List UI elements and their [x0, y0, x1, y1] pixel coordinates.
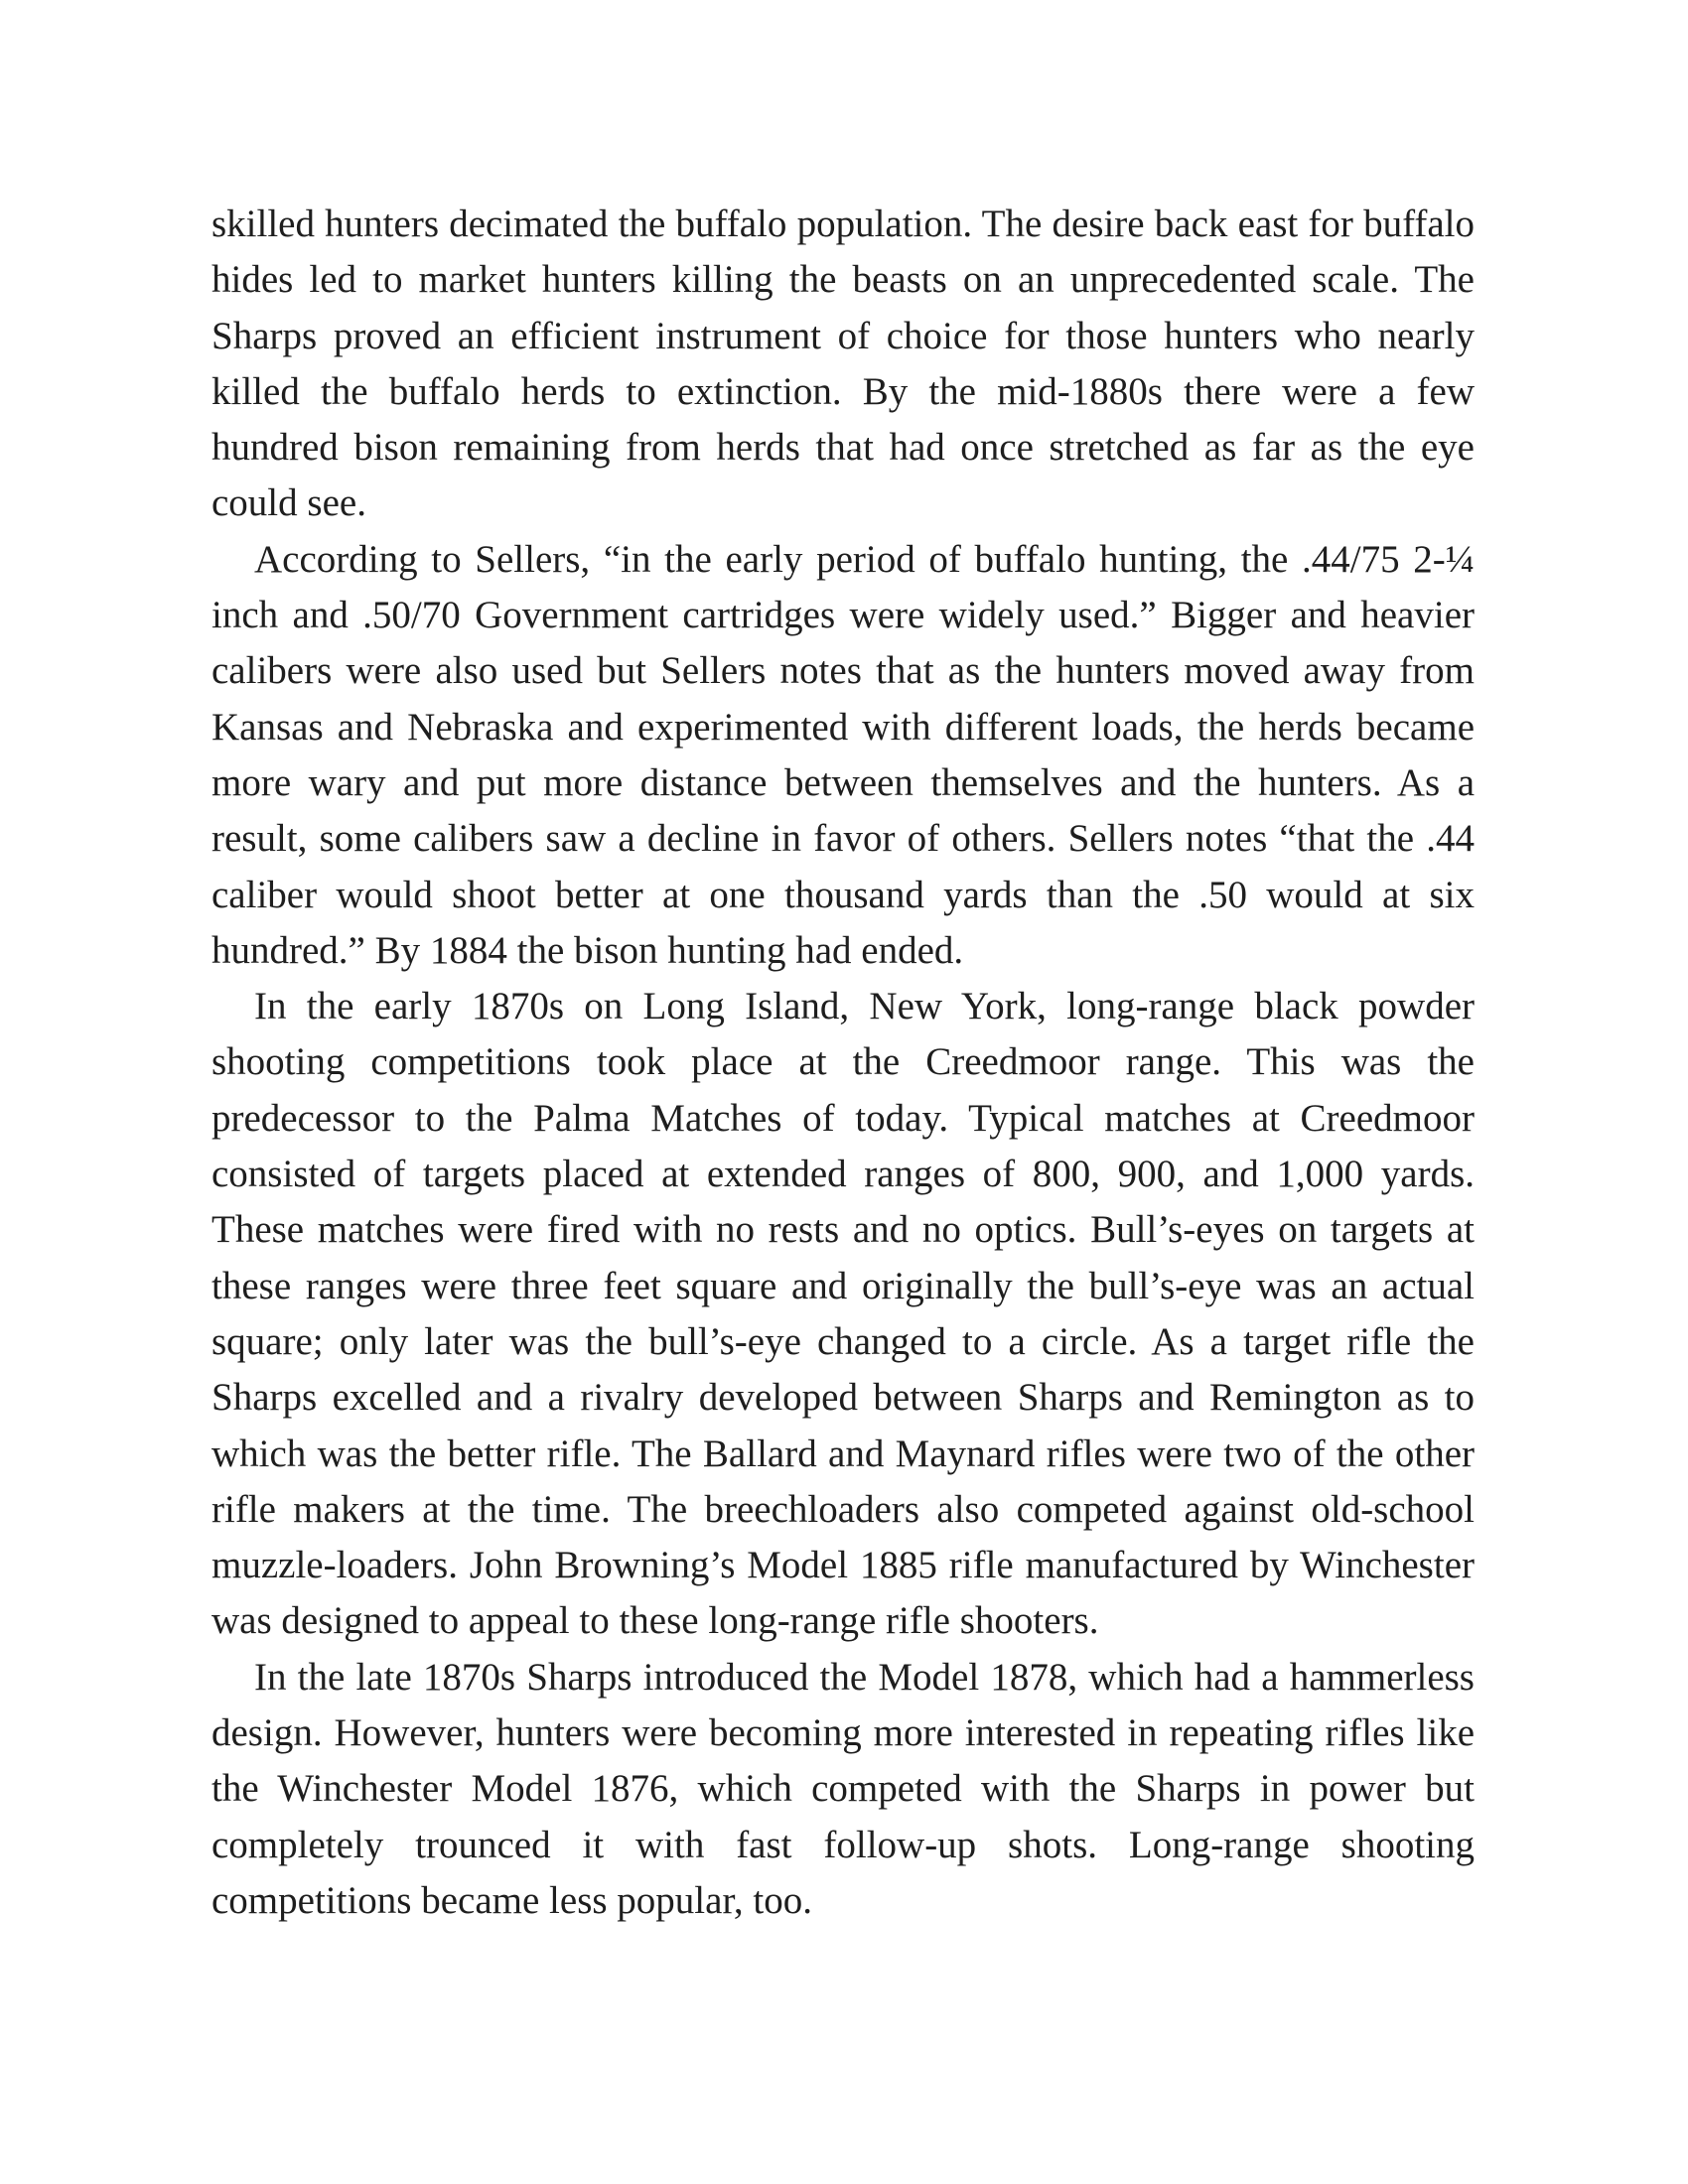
paragraph-creedmoor-competitions: In the early 1870s on Long Island, New York, long-range black powder shooting competitions took place at the Creedmoor range. This was the predecessor to the Palma Matches of today. Typical matches at Creedmoor consisted of targets placed at extended ranges of 800, 900, and 1,000 yards. These matches were fired with no rests and no optics. Bull’s-eyes on targets at these ranges were three feet square and originally the bull’s-eye was an actual square; only later was the bull’s-eye changed to a circle. As a target rifle the Sharps excelled and a rivalry developed between Sharps and Remington as to which was the better rifle. The Ballard and Maynard rifles were two of the other rifle makers at the time. The breechloaders also competed against old-school muzzle-loaders. John Browning’s Model 1885 rifle manufactured by Winchester was designed to appeal to these long-range rifle shooters. [211, 985, 1475, 1643]
paragraph-buffalo-population: skilled hunters decimated the buffalo population. The desire back east for buffalo hides led to market hunters killing the beasts on an unprecedented scale. The Sharps proved an efficient instrument of choice for those hunters who nearly killed the buffalo herds to extinction. By the mid-1880s there were a few hundred bison remaining from herds that had once stretched as far as the eye could see. [211, 203, 1475, 525]
paragraph-sellers-cartridges: According to Sellers, “in the early period of buffalo hunting, the .44/75 2-¼ inch and .50/70 Government cartridges were widely used.” Bigger and heavier calibers were also used but Sellers notes that as the hunters moved away from Kansas and Nebraska and experimented with different loads, the herds became more wary and put more distance between themselves and the hunters. As a result, some calibers saw a decline in favor of others. Sellers notes “that the .44 caliber would shoot better at one thousand yards than the .50 would at six hundred.” By 1884 the bison hunting had ended. [211, 537, 1475, 972]
paragraph-model-1878: In the late 1870s Sharps introduced the Model 1878, which had a hammerless design. However, hunters were becoming more interested in repeating rifles like the Winchester Model 1876, which competed with the Sharps in power but completely trounced it with fast follow-up shots. Long-range shooting competitions became less popular, too. [211, 1655, 1475, 1922]
page-body [211, 197, 1475, 1929]
